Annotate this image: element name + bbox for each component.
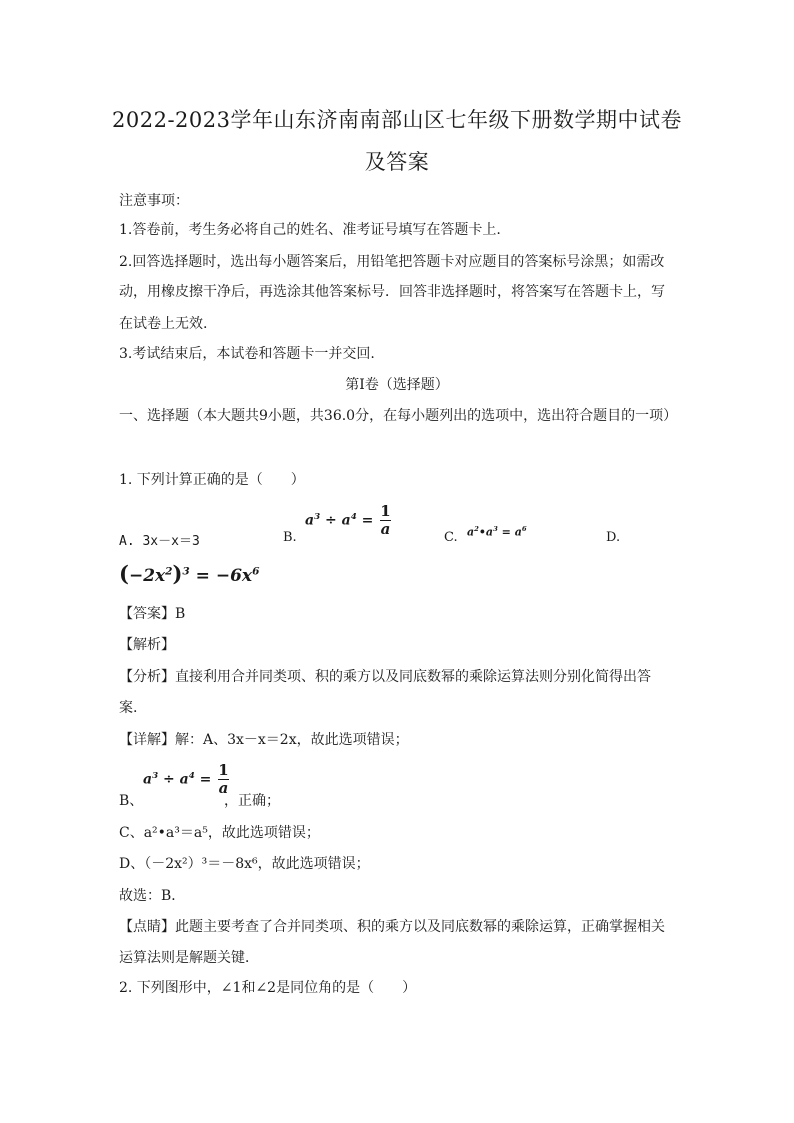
doc-title-line2: 及答案 xyxy=(364,150,430,174)
notice-item-2-line1: 2.回答选择题时，选出每小题答案后，用铅笔把答题卡对应题目的答案标号涂黑；如需改 xyxy=(119,254,665,270)
q1-b-formula: $a^3 \div a^4$ = $\frac{1}{a}$ xyxy=(143,761,229,797)
notice-item-2-line2: 动，用橡皮擦干净后，再选涂其他答案标号．回答非选择题时，将答案写在答题卡上，写 xyxy=(119,284,665,300)
q1-answer: 【答案】B xyxy=(119,606,186,622)
doc-title-line1: 2022-2023学年山东济南南部山区七年级下册数学期中试卷 xyxy=(112,108,682,132)
q1-xiangjie: 【详解】解：A、3x－x＝2x，故此选项错误； xyxy=(119,732,409,748)
q1-b-suffix: ，正确； xyxy=(224,793,280,809)
q1-b-prefix: B、 xyxy=(119,793,144,809)
q1-option-d-label: D. xyxy=(606,530,621,545)
q1-analysis-tag: 【解析】 xyxy=(119,637,175,653)
q1-choose: 故选：B． xyxy=(119,888,186,904)
q1-option-d-formula: $(-2x^2)^3 = -6x^6$ xyxy=(119,561,260,586)
notice-item-1: 1.答卷前，考生务必将自己的姓名、准考证号填写在答题卡上. xyxy=(119,222,501,238)
notice-item-3: 3.考试结束后，本试卷和答题卡一并交回. xyxy=(119,346,375,362)
q1-dianjing-line2: 运算法则是解题关键． xyxy=(119,950,259,966)
q1-dianjing-line1: 【点睛】此题主要考查了合并同类项、积的乘方以及同底数幂的乘除运算，正确掌握相关 xyxy=(119,919,665,935)
q1-option-b-formula: $a^3 \div a^4$ = $\frac{1}{a}$ xyxy=(305,502,391,538)
q1-d-line: D、（－2x²）³＝－8x⁶，故此选项错误； xyxy=(119,856,370,872)
q1-fenxi-line2: 案. xyxy=(119,700,138,716)
q1-fenxi-line1: 【分析】直接利用合并同类项、积的乘方以及同底数幂的乘除运算法则分别化简得出答 xyxy=(119,669,651,685)
q1-option-b-label: B. xyxy=(283,530,297,545)
q1-stem: 1. 下列计算正确的是（ ） xyxy=(119,472,305,488)
section-heading: 一、选择题（本大题共9小题，共36.0分，在每小题列出的选项中，选出符合题目的一项） xyxy=(119,408,678,424)
q2-stem: 2. 下列图形中，∠1和∠2是同位角的是（ ） xyxy=(119,980,417,996)
q1-option-a: A. 3x－x＝3 xyxy=(119,534,200,549)
q1-option-c-formula: $a^2•a^3 = a^6$ xyxy=(467,525,527,539)
notice-item-2-line3: 在试卷上无效. xyxy=(119,316,208,332)
q1-c-line: C、a²•a³＝a⁵，故此选项错误； xyxy=(119,825,320,841)
q1-option-c-label: C. xyxy=(444,530,458,545)
notice-heading: 注意事项： xyxy=(119,193,189,209)
part-title: 第I卷（选择题） xyxy=(345,377,449,393)
